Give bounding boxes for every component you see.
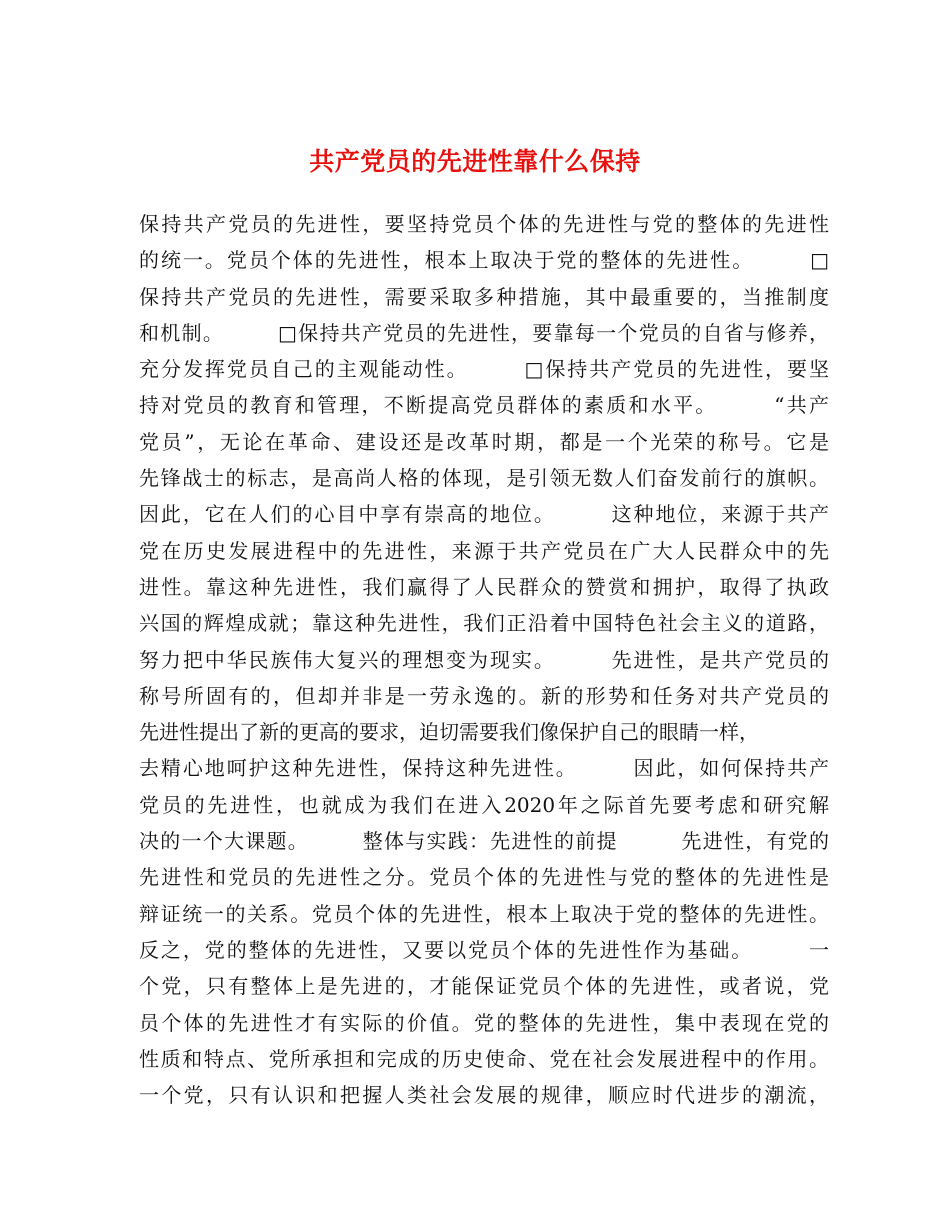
body-line: 保持共产党员的先进性，需要采取多种措施，其中最重要的，当推制度 [139, 284, 829, 309]
body-line: 党员”，无论在革命、建设还是改革时期，都是一个光荣的称号。它是 [139, 429, 829, 454]
body-line: 个党，只有整体上是先进的，才能保证党员个体的先进性，或者说，党 [139, 974, 829, 999]
body-line: 员个体的先进性才有实际的价值。党的整体的先进性，集中表现在党的 [139, 1010, 829, 1035]
body-line: 先进性和党员的先进性之分。党员个体的先进性与党的整体的先进性是 [139, 865, 829, 890]
body-line: 充分发挥党员自己的主观能动性。 □保持共产党员的先进性，要坚 [139, 357, 829, 382]
body-line: 因此，它在人们的心目中享有崇高的地位。 这种地位，来源于共产 [139, 502, 829, 527]
body-line: 进性。靠这种先进性，我们赢得了人民群众的赞赏和拥护，取得了执政 [139, 574, 829, 599]
body-line: 保持共产党员的先进性，要坚持党员个体的先进性与党的整体的先进性 [139, 212, 829, 236]
body-line: 先锋战士的标志，是高尚人格的体现，是引领无数人们奋发前行的旗帜。 [139, 466, 829, 491]
body-line: 称号所固有的，但却并非是一劳永逸的。新的形势和任务对共产党员的 [139, 683, 829, 708]
body-line: 辩证统一的关系。党员个体的先进性，根本上取决于党的整体的先进性。 [139, 901, 829, 926]
body-line: 持对党员的教育和管理，不断提高党员群体的素质和水平。 “共产 [139, 393, 829, 418]
body-line: 兴国的辉煌成就；靠这种先进性，我们正沿着中国特色社会主义的道路， [139, 611, 829, 636]
document-body [139, 206, 829, 1113]
body-line: 去精心地呵护这种先进性，保持这种先进性。 因此，如何保持共产 [139, 756, 829, 781]
body-line: 一个党，只有认识和把握人类社会发展的规律，顺应时代进步的潮流， [139, 1083, 829, 1108]
body-line: 反之，党的整体的先进性，又要以党员个体的先进性作为基础。 一 [139, 937, 829, 962]
body-line: 决的一个大课题。 整体与实践：先进性的前提 先进性，有党的 [139, 829, 829, 854]
body-line: 性质和特点、党所承担和完成的历史使命、党在社会发展进程中的作用。 [139, 1046, 829, 1071]
body-line: 的统一。党员个体的先进性，根本上取决于党的整体的先进性。 □ [139, 248, 829, 273]
body-line: 党员的先进性，也就成为我们在进入2020年之际首先要考虑和研究解 [139, 792, 829, 817]
body-line: 先进性提出了新的更高的要求，迫切需要我们像保护自己的眼睛一样， [139, 720, 759, 745]
body-line: 和机制。 □保持共产党员的先进性，要靠每一个党员的自省与修养， [139, 320, 829, 345]
body-line: 努力把中华民族伟大复兴的理想变为现实。 先进性，是共产党员的 [139, 647, 829, 672]
document-title: 共产党员的先进性靠什么保持 [309, 146, 641, 176]
body-line: 党在历史发展进程中的先进性，来源于共产党员在广大人民群众中的先 [139, 538, 829, 563]
